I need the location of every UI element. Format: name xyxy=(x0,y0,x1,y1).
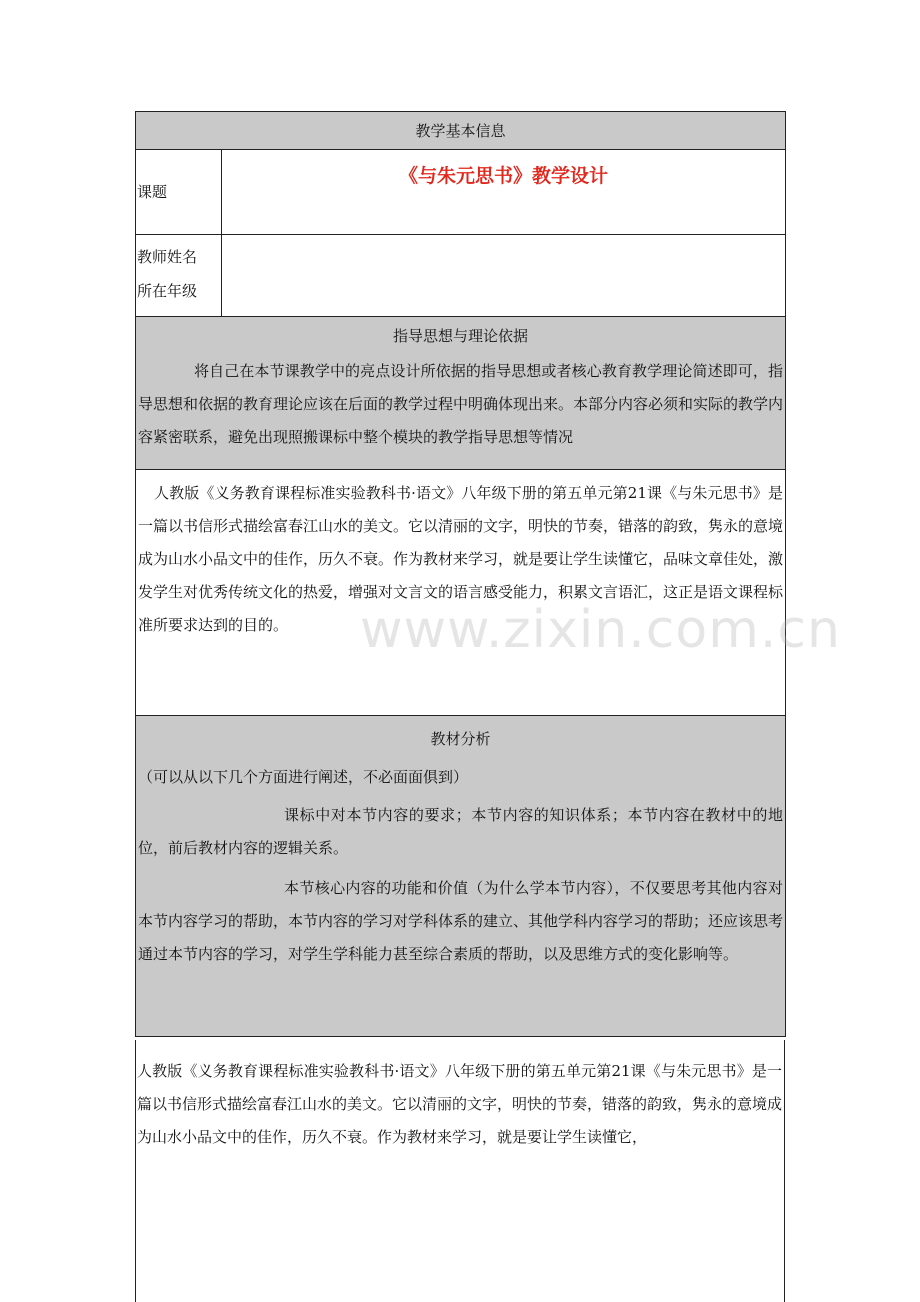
guiding-block xyxy=(136,317,785,470)
teacher-name-label: 教师姓名 xyxy=(137,248,198,266)
section-header-material: 教材分析 xyxy=(430,730,491,748)
material-block xyxy=(136,716,785,1037)
guiding-content-row xyxy=(136,470,785,716)
topic-cell xyxy=(222,150,785,234)
material-point-2: 本节核心内容的功能和价值（为什么学本节内容），不仅要思考其他内容对本节内容学习的帮助，本节内容的学习对学科体系的建立、其他学科内容学习的帮助；还应该思考通过本节内容的学习，对学生学科能力甚至综合素质的帮助，以及思维方式的变化影响等。 xyxy=(138,879,784,963)
material-note: （可以从以下几个方面进行阐述，不必面面俱到） xyxy=(138,768,469,786)
topic-label: 课题 xyxy=(136,150,222,234)
lesson-title: 《与朱元思书》教学设计 xyxy=(398,165,608,187)
section-header-guiding: 指导思想与理论依据 xyxy=(392,327,528,345)
grade-label: 所在年级 xyxy=(137,282,198,300)
guiding-instruction: 将自己在本节课教学中的亮点设计所依据的指导思想或者核心教育教学理论简述即可，指导思想和依据的教育理论应该在后面的教学过程中明确体现出来。本部分内容必须和实际的教学内容紧密联系，避免出现照搬课标中整个模块的教学指导思想等情况 xyxy=(138,362,784,446)
topic-row xyxy=(136,150,785,235)
material-point-1: 课标中对本节内容的要求；本节内容的知识体系；本节内容在教材中的地位，前后教材内容的逻辑关系。 xyxy=(138,806,783,857)
lesson-plan-table xyxy=(135,111,786,1037)
teacher-row xyxy=(136,235,785,317)
teacher-value-cell xyxy=(222,235,785,316)
guiding-content: 人教版《义务教育课程标准实验教科书·语文》八年级下册的第五单元第21课《与朱元思书》是一篇以书信形式描绘富春江山水的美文。它以清丽的文字，明快的节奏，错落的韵致，隽永的意境成为山水小品文中的佳作，历久不衰。作为教材来学习，就是要让学生读懂它，品味文章佳处，激发学生对优秀传统文化的热爱，增强对文言文的语言感受能力，积累文言语汇，这正是语文课程标准所要求达到的目的。 xyxy=(138,484,784,634)
material-content: 人教版《义务教育课程标准实验教科书·语文》八年级下册的第五单元第21课《与朱元思书》是一篇以书信形式描绘富春江山水的美文。它以清丽的文字，明快的节奏，错落的韵致，隽永的意境成为山水小品文中的佳作，历久不衰。作为教材来学习，就是要让学生读懂它， xyxy=(137,1062,783,1146)
table-right-border xyxy=(784,1040,785,1302)
section-header-basic-info xyxy=(136,112,785,150)
section-title: 教学基本信息 xyxy=(415,122,506,140)
teacher-label-cell xyxy=(136,235,222,316)
watermark: www.zixin.com.cn xyxy=(360,600,841,660)
